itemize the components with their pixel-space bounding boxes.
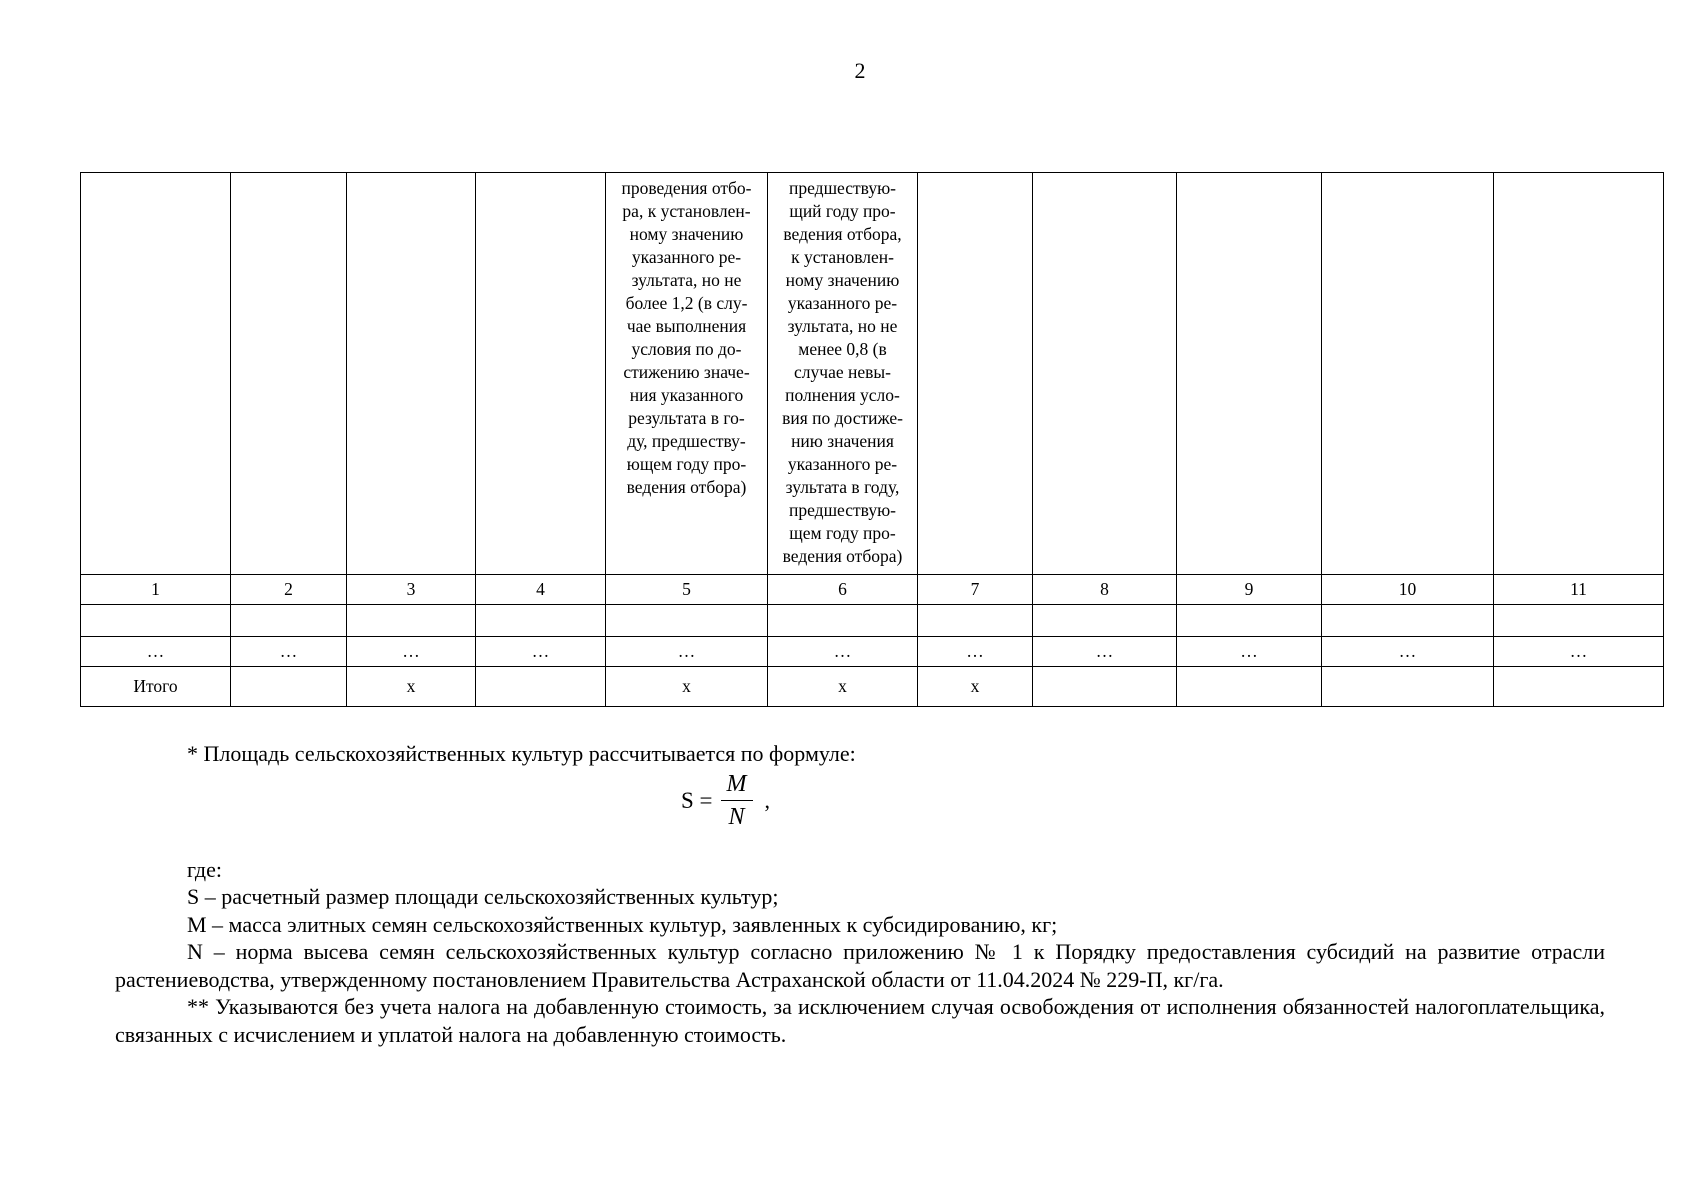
definition-s: S – расчетный размер площади сельскохозяйственных культур; — [187, 884, 779, 909]
total-cell — [476, 667, 606, 707]
formula-fraction — [721, 768, 753, 834]
header-cell — [231, 173, 347, 575]
footnote-vat: ** Указываются без учета налога на добавленную стоимость, за исключением случая освобождения от исполнения обязанностей налогоплательщика, связанных с исчислением и уплатой налога на добавленную стоимость. — [115, 994, 1605, 1047]
header-cell — [1322, 173, 1494, 575]
total-cell — [1322, 667, 1494, 707]
header-cell — [347, 173, 476, 575]
column-number: 3 — [347, 575, 476, 605]
column-number: 7 — [918, 575, 1033, 605]
table-header-continuation — [81, 173, 1664, 575]
table-cell — [347, 605, 476, 637]
table-cell — [1322, 605, 1494, 637]
where-label: где: — [187, 856, 222, 882]
table-cell — [918, 605, 1033, 637]
ellipsis-cell: … — [1322, 637, 1494, 667]
table-cell — [476, 605, 606, 637]
total-label: Итого — [81, 667, 231, 707]
total-cell: х — [606, 667, 768, 707]
column-number: 11 — [1494, 575, 1664, 605]
total-cell — [231, 667, 347, 707]
header-cell-5 — [606, 173, 768, 575]
header-text-5: проведения отбо- ра, к установлен- ному значению указанного ре- зультата, но не более 1,2 (в слу- чае выполнения условия по до- стижению значе- ния указанного результата в го- ду, предшеству- ющем году про- ведения отбора) — [621, 178, 752, 497]
total-cell: х — [347, 667, 476, 707]
total-cell: х — [918, 667, 1033, 707]
formula-trailing: , — [764, 787, 771, 813]
ellipsis-cell: … — [347, 637, 476, 667]
definition-n: N – норма высева семян сельскохозяйственных культур согласно приложению № 1 к Порядку предоставления субсидий на развитие отрасли растениеводства, утвержденному постановлением Правительства Астраханской области от 11.04.2024 № 229-П, кг/га. — [115, 939, 1605, 992]
header-cell — [1494, 173, 1664, 575]
column-number-row — [81, 575, 1664, 605]
column-number: 5 — [606, 575, 768, 605]
footnotes — [115, 740, 1605, 1048]
ellipsis-cell: … — [81, 637, 231, 667]
table-cell — [606, 605, 768, 637]
ellipsis-row — [81, 637, 1664, 667]
total-cell — [1033, 667, 1177, 707]
header-cell — [1033, 173, 1177, 575]
header-cell-6 — [768, 173, 918, 575]
ellipsis-cell: … — [1177, 637, 1322, 667]
column-number: 10 — [1322, 575, 1494, 605]
data-table — [80, 172, 1664, 707]
ellipsis-cell: … — [476, 637, 606, 667]
header-text-6: предшествую- щий году про- ведения отбора, к установлен- ному значению указанного ре- зультата, но не менее 0,8 (в случае невы- полнения усло- вия по достиже- нию значения указанного ре- зультата в году, предшествую- щем году про- ведения отбора) — [782, 178, 903, 566]
column-number: 2 — [231, 575, 347, 605]
ellipsis-cell: … — [606, 637, 768, 667]
column-number: 8 — [1033, 575, 1177, 605]
table-cell — [1033, 605, 1177, 637]
ellipsis-cell: … — [231, 637, 347, 667]
column-number: 6 — [768, 575, 918, 605]
spacer — [115, 842, 1605, 856]
table-cell — [81, 605, 231, 637]
table-cell — [1494, 605, 1664, 637]
column-number: 1 — [81, 575, 231, 605]
table-cell — [231, 605, 347, 637]
ellipsis-cell: … — [768, 637, 918, 667]
total-row — [81, 667, 1664, 707]
table-cell — [1177, 605, 1322, 637]
ellipsis-cell: … — [1494, 637, 1664, 667]
total-cell — [1177, 667, 1322, 707]
total-cell: х — [768, 667, 918, 707]
table-row — [81, 605, 1664, 637]
formula-denominator: N — [728, 804, 745, 830]
header-cell — [476, 173, 606, 575]
formula-numerator: M — [726, 770, 747, 797]
area-formula — [681, 768, 770, 834]
footnote-formula-intro: * Площадь сельскохозяйственных культур рассчитывается по формуле: — [187, 741, 856, 766]
header-cell — [81, 173, 231, 575]
table-cell — [768, 605, 918, 637]
header-cell — [918, 173, 1033, 575]
definition-m: М – масса элитных семян сельскохозяйственных культур, заявленных к субсидированию, кг; — [187, 911, 1058, 937]
header-cell — [1177, 173, 1322, 575]
column-number: 4 — [476, 575, 606, 605]
total-cell — [1494, 667, 1664, 707]
ellipsis-cell: … — [918, 637, 1033, 667]
page-number: 2 — [854, 58, 866, 83]
column-number: 9 — [1177, 575, 1322, 605]
formula-block — [115, 768, 1605, 842]
ellipsis-cell: … — [1033, 637, 1177, 667]
formula-lhs: S = — [681, 787, 713, 813]
